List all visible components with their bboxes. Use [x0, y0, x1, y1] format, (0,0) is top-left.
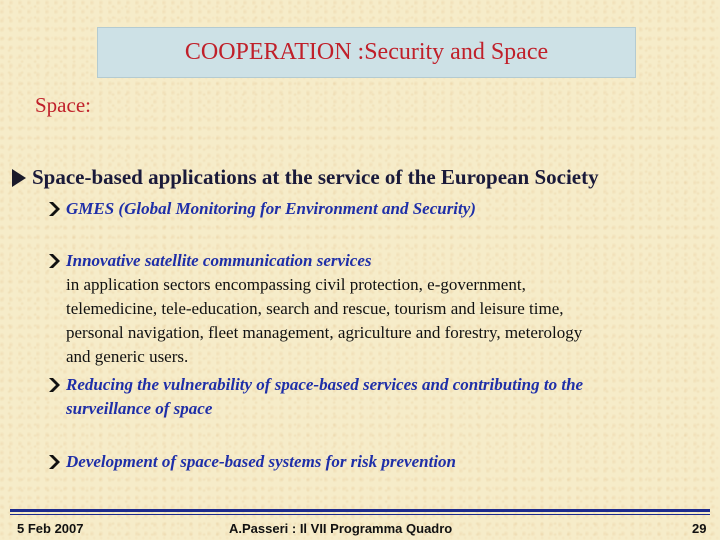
- main-bullet: [12, 165, 712, 190]
- sub-item-gmes: [47, 197, 697, 221]
- sub-item-vulnerability: [47, 373, 697, 421]
- chevron-right-icon: [47, 452, 61, 472]
- slide-title-box: [97, 27, 636, 78]
- sub-item-risk-prevention: [47, 450, 697, 474]
- sub-item-body-line: in application sectors encompassing civil protection, e-government,: [66, 275, 526, 294]
- sub-item-title-line: Reducing the vulnerability of space-based services and contributing to the: [66, 375, 584, 394]
- chevron-right-icon: [47, 375, 61, 395]
- section-heading: Space:: [35, 93, 91, 117]
- chevron-right-icon: [47, 199, 61, 219]
- sub-item-body-line: telemedicine, tele-education, search and rescue, tourism and leisure time,: [66, 299, 564, 318]
- sub-item-title: Development of space-based systems for risk prevention: [66, 452, 456, 471]
- triangle-bullet-icon: [12, 169, 26, 187]
- sub-item-body-line: and generic users.: [66, 347, 189, 366]
- sub-item-title: Innovative satellite communication services: [66, 251, 372, 270]
- sub-item-satcom: [47, 249, 697, 369]
- footer-divider-thin: [10, 514, 710, 515]
- slide-title: COOPERATION :Security and Space: [184, 39, 549, 65]
- sub-item-body-line: personal navigation, fleet management, agriculture and forestry, meterology: [66, 323, 583, 342]
- page-number: 29: [692, 521, 707, 536]
- chevron-right-icon: [47, 251, 61, 271]
- footer-date: 5 Feb 2007: [17, 521, 84, 536]
- footer-divider: [10, 509, 710, 512]
- sub-item-title-line: surveillance of space: [66, 399, 213, 418]
- sub-item-title: GMES (Global Monitoring for Environment and Security): [66, 199, 476, 218]
- footer-author: A.Passeri : Il VII Programma Quadro: [229, 521, 453, 536]
- main-bullet-text: Space-based applications at the service of the European Society: [32, 165, 599, 189]
